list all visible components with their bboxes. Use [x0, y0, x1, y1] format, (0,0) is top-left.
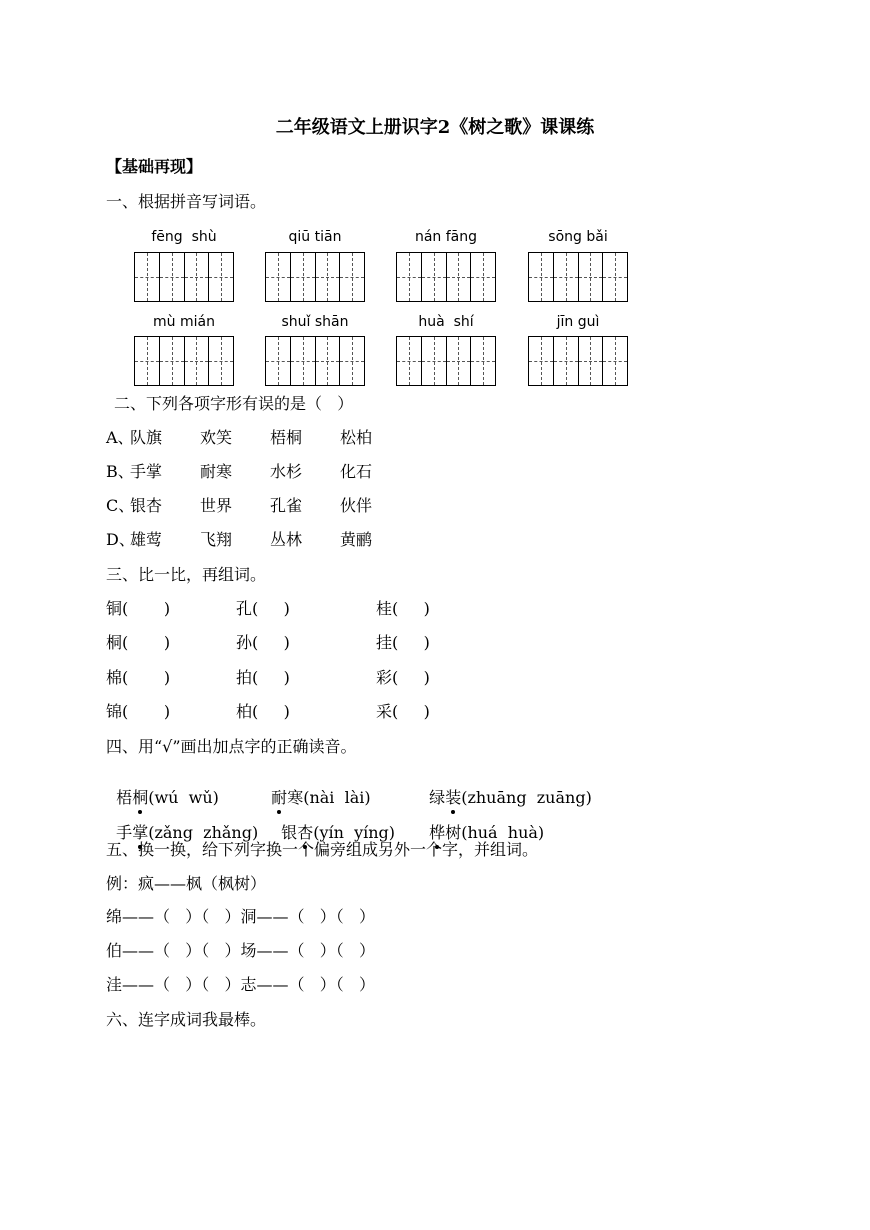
compare-item[interactable]: 棉( ) [106, 668, 171, 687]
writing-grid[interactable] [396, 336, 496, 386]
page-title: 二年级语文上册识字2《树之歌》课课练 [275, 117, 595, 138]
pinyin-label: nán fāng [414, 229, 478, 245]
q1-heading: 一、根据拼音写词语。 [106, 192, 267, 211]
dotted-char: 杏 [297, 823, 314, 842]
compare-item[interactable]: 彩( ) [376, 668, 430, 687]
reading-options: (nài lài) [303, 788, 371, 807]
q6-heading: 六、连字成词我最棒。 [106, 1010, 267, 1029]
writing-grid[interactable] [134, 252, 234, 302]
plain-char: 手 [116, 823, 133, 842]
compare-item[interactable]: 采( ) [376, 702, 430, 721]
dotted-char: 装 [445, 788, 462, 807]
compare-item[interactable]: 拍( ) [236, 668, 290, 687]
option-label: C、 [106, 496, 135, 515]
plain-char: 寒 [287, 788, 304, 807]
pinyin-label: sōng bǎi [548, 229, 608, 245]
reading-options: (zhuāng zuāng) [461, 788, 592, 807]
radical-swap-row[interactable]: 洼——（ ）（ ）志——（ ）（ ） [106, 975, 376, 994]
reading-item[interactable] [106, 768, 219, 808]
option-word: 水杉 [270, 462, 303, 481]
compare-item[interactable]: 铜( ) [106, 599, 171, 618]
reading-options: (zǎng zhǎng) [148, 823, 259, 842]
compare-item[interactable]: 柏( ) [236, 702, 290, 721]
radical-swap-row[interactable]: 绵——（ ）（ ）洞——（ ）（ ） [106, 907, 376, 926]
pinyin-label: mù mián [153, 314, 215, 330]
dotted-char: 桦 [429, 823, 446, 842]
pinyin-label: fēng shù [151, 229, 217, 245]
q3-heading: 三、比一比，再组词。 [106, 565, 267, 584]
radical-swap-row[interactable]: 伯——（ ）（ ）场——（ ）（ ） [106, 941, 376, 960]
compare-item[interactable]: 孔( ) [236, 599, 290, 618]
option-word: 欢笑 [200, 428, 233, 447]
reading-options: (huá huà) [461, 823, 545, 842]
reading-item[interactable] [106, 803, 258, 843]
compare-item[interactable]: 桐( ) [106, 633, 171, 652]
compare-item[interactable]: 桂( ) [376, 599, 430, 618]
section-label: 【基础再现】 [106, 157, 203, 176]
option-word: 丛林 [270, 530, 303, 549]
writing-grid[interactable] [396, 252, 496, 302]
plain-char: 梧 [116, 788, 133, 807]
reading-item[interactable] [419, 803, 544, 843]
pinyin-label: jīn guì [556, 314, 600, 330]
option-label: D、 [106, 530, 135, 549]
dotted-char: 耐 [271, 788, 288, 807]
writing-grid[interactable] [528, 336, 628, 386]
option-word: 耐寒 [200, 462, 233, 481]
q5-heading: 五、换一换，给下列字换一个偏旁组成另外一个字，并组词。 [106, 840, 539, 859]
dotted-char: 掌 [132, 823, 149, 842]
writing-grid[interactable] [134, 336, 234, 386]
writing-grid[interactable] [265, 336, 365, 386]
reading-item[interactable] [271, 803, 395, 843]
option-word: 飞翔 [200, 530, 233, 549]
option-word: 化石 [340, 462, 373, 481]
pinyin-label: shuǐ shān [281, 314, 349, 330]
option-word: 黄鹂 [340, 530, 373, 549]
q4-heading: 四、用“√”画出加点字的正确读音。 [106, 737, 357, 756]
reading-options: (wú wǔ) [148, 788, 219, 807]
compare-item[interactable]: 锦( ) [106, 702, 171, 721]
writing-grid[interactable] [265, 252, 365, 302]
reading-options: (yín yíng) [313, 823, 396, 842]
option-word: 梧桐 [270, 428, 303, 447]
compare-item[interactable]: 孙( ) [236, 633, 290, 652]
pinyin-label: qiū tiān [288, 229, 342, 245]
plain-char: 银 [281, 823, 298, 842]
option-word: 松柏 [340, 428, 373, 447]
plain-char: 绿 [429, 788, 446, 807]
option-word: 世界 [200, 496, 233, 515]
option-label: B、 [106, 462, 134, 481]
plain-char: 树 [445, 823, 462, 842]
q2-heading: 二、下列各项字形有误的是（ ） [114, 394, 354, 413]
reading-item[interactable] [419, 768, 592, 808]
option-word: 孔雀 [270, 496, 303, 515]
option-label: A、 [106, 428, 134, 447]
option-word: 队旗 [130, 428, 163, 447]
compare-item[interactable]: 挂( ) [376, 633, 430, 652]
q5-example: 例：疯——枫（枫树） [106, 874, 267, 893]
option-word: 银杏 [130, 496, 163, 515]
option-word: 雄莺 [130, 530, 163, 549]
dotted-char: 桐 [132, 788, 149, 807]
writing-grid[interactable] [528, 252, 628, 302]
option-word: 手掌 [130, 462, 163, 481]
pinyin-label: huà shí [418, 314, 474, 330]
reading-item[interactable] [261, 768, 371, 808]
option-word: 伙伴 [340, 496, 373, 515]
